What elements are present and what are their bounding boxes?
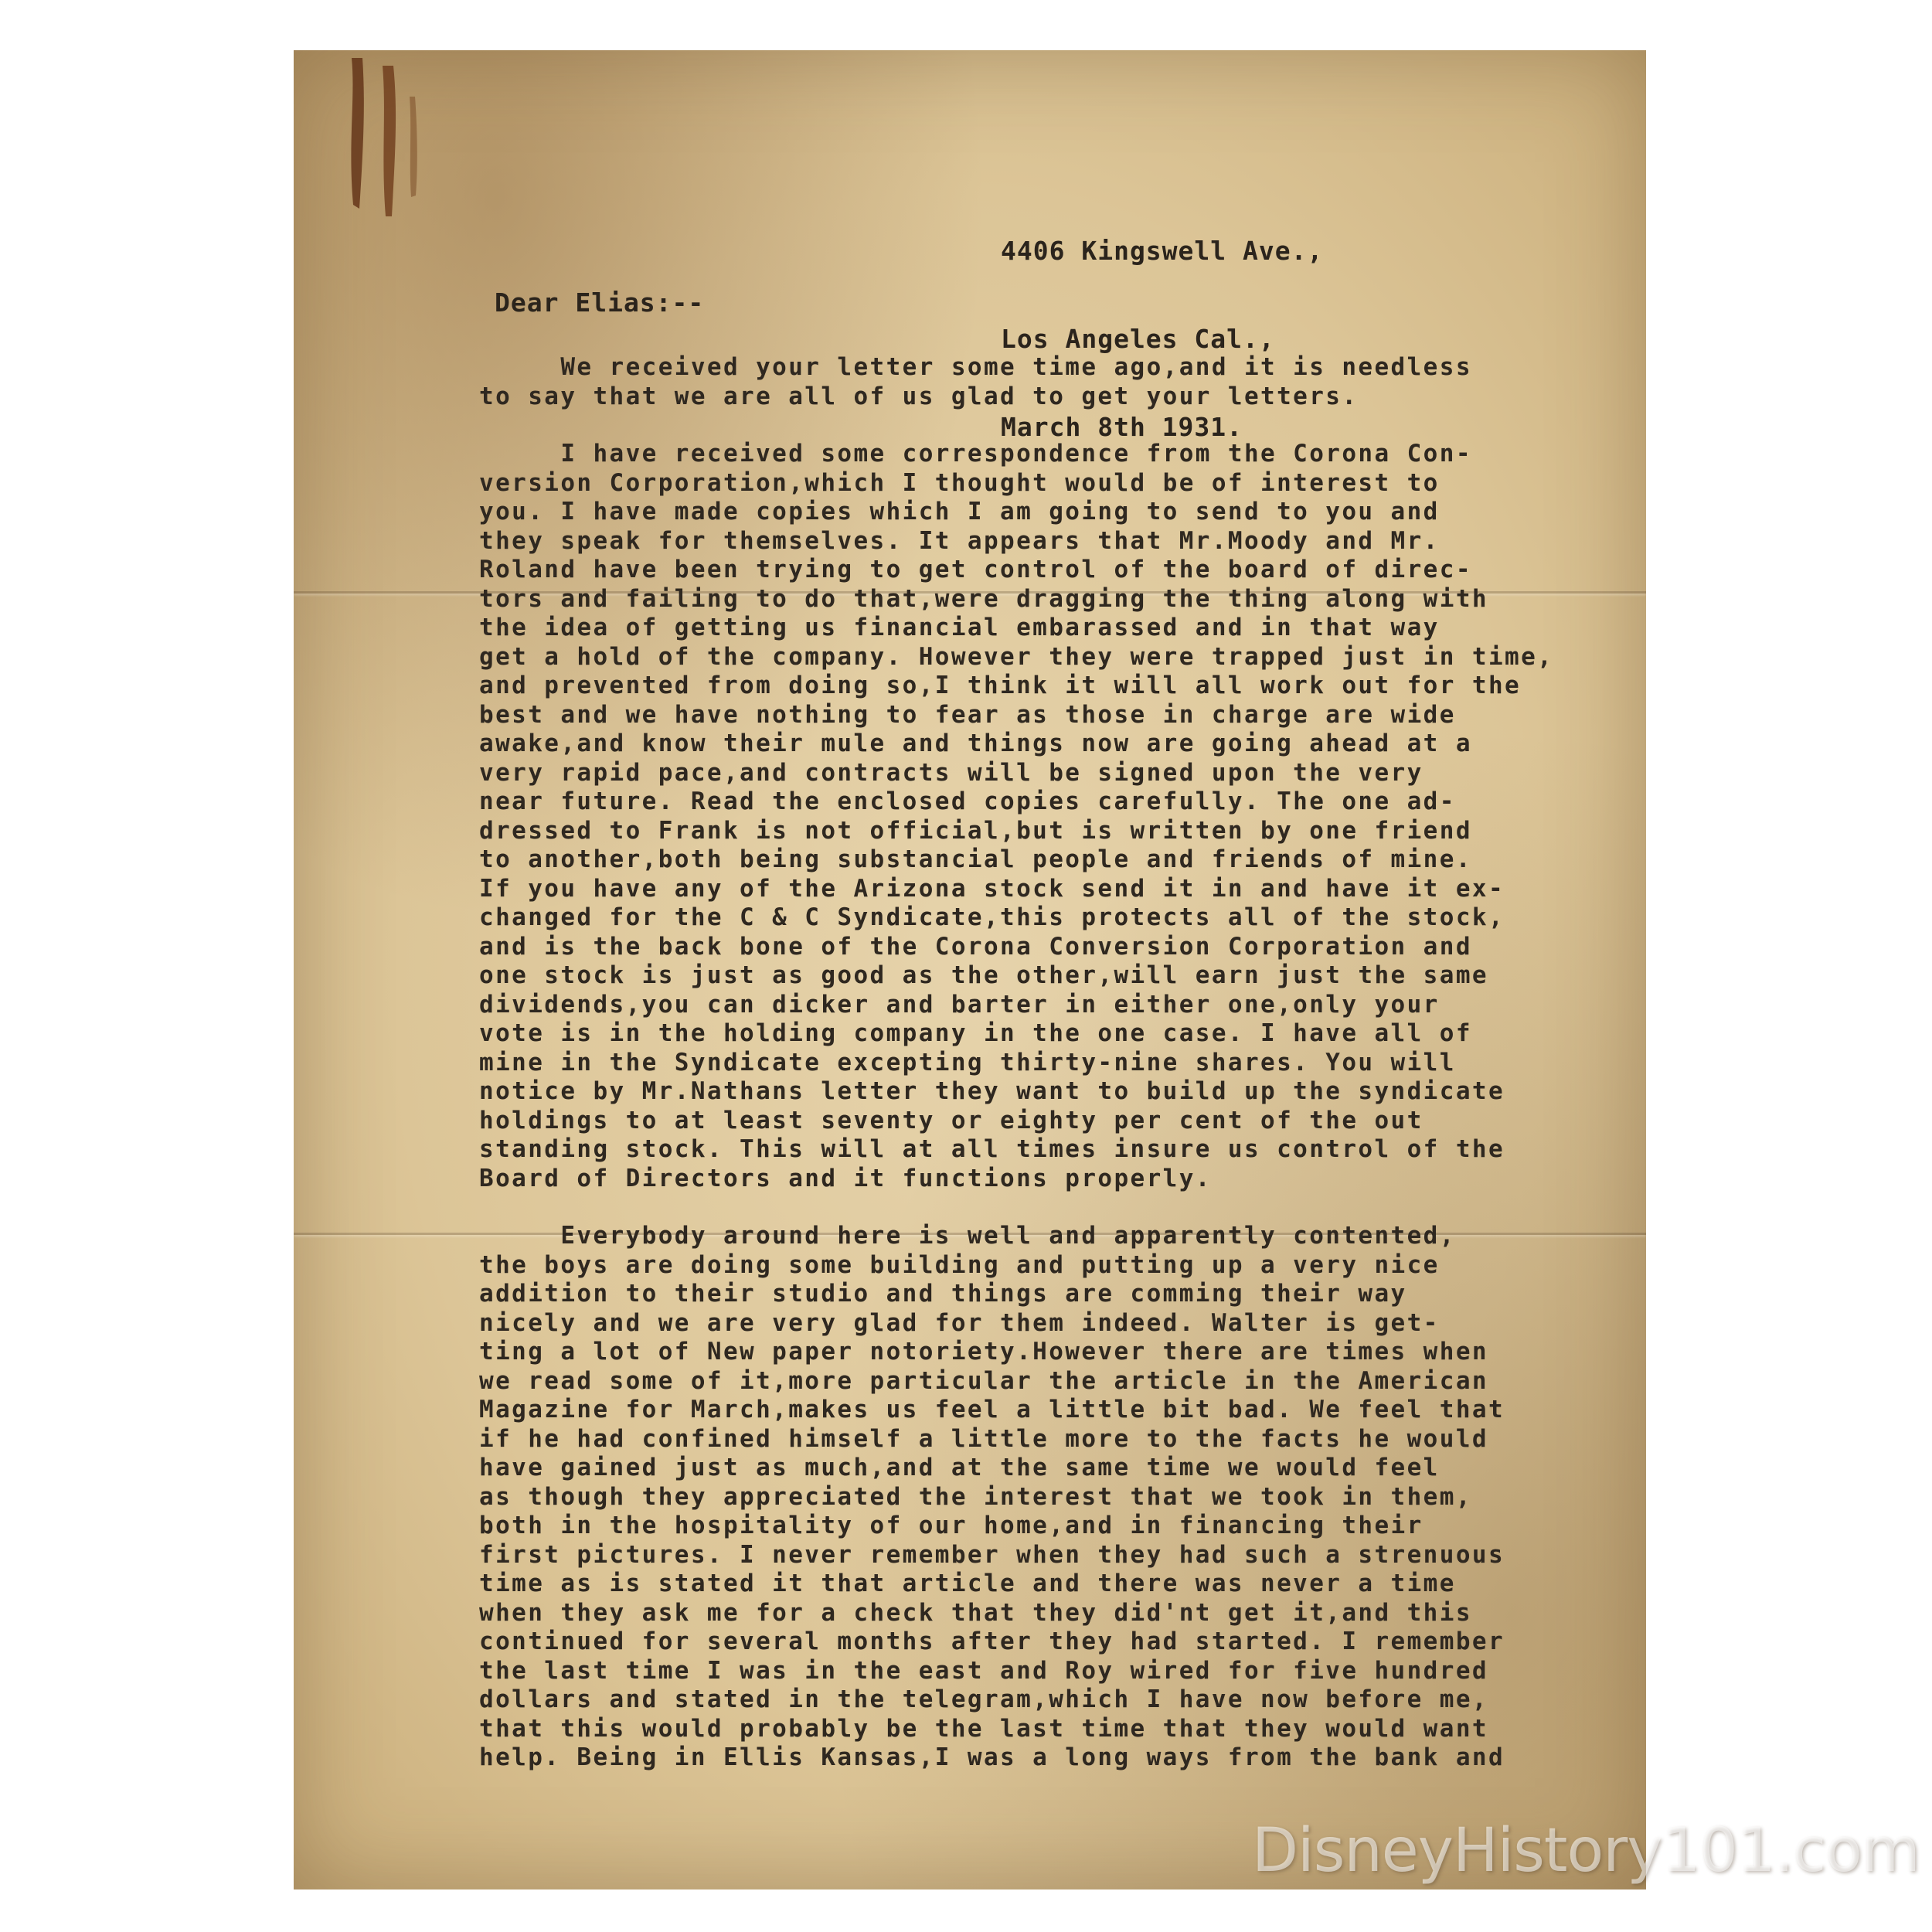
text-line: holdings to at least seventy or eighty per cent of the out [479, 1106, 1423, 1134]
text-line: to say that we are all of us glad to get your letters. [479, 382, 1359, 410]
text-line: one stock is just as good as the other,will earn just the same [479, 961, 1488, 989]
text-line: we read some of it,more particular the article in the American [479, 1366, 1488, 1395]
text-line: the boys are doing some building and putting up a very nice [479, 1250, 1440, 1279]
text-line: the last time I was in the east and Roy wired for five hundred [479, 1656, 1488, 1685]
text-line: nicely and we are very glad for them indeed. Walter is get- [479, 1308, 1440, 1337]
text-line: vote is in the holding company in the one case. I have all of [479, 1019, 1472, 1047]
text-line: near future. Read the enclosed copies carefully. The one ad- [479, 787, 1456, 815]
paragraph [479, 440, 1561, 1193]
text-line: dividends,you can dicker and barter in either one,only your [479, 990, 1440, 1019]
text-line: Everybody around here is well and apparently contented, [479, 1222, 1456, 1250]
text-line: addition to their studio and things are comming their way [479, 1280, 1407, 1308]
text-line: Board of Directors and it functions properly. [479, 1164, 1212, 1192]
text-line: Roland have been trying to get control of the board of direc- [479, 556, 1472, 583]
ink-stain-marks [336, 50, 429, 228]
salutation: Dear Elias:-- [495, 287, 705, 318]
text-line: they speak for themselves. It appears that Mr.Moody and Mr. [479, 526, 1440, 555]
text-line: Magazine for March,makes us feel a little bit bad. We feel that [479, 1396, 1505, 1423]
text-line: We received your letter some time ago,and it is needless [479, 353, 1472, 381]
text-line: awake,and know their mule and things now are going ahead at a [479, 730, 1472, 757]
text-line: very rapid pace,and contracts will be signed upon the very [479, 758, 1423, 787]
text-line: continued for several months after they had started. I remember [479, 1628, 1505, 1655]
text-line: that this would probably be the last time that they would want [479, 1714, 1488, 1743]
text-line: to another,both being substancial people and friends of mine. [479, 845, 1472, 873]
letter-date: March 8th 1931. [1001, 412, 1243, 442]
letter-body [479, 353, 1561, 1801]
text-line: time as is stated it that article and there was never a time [479, 1570, 1456, 1597]
text-line: standing stock. This will at all times insure us control of the [479, 1135, 1505, 1163]
text-line: get a hold of the company. However they were trapped just in time, [479, 642, 1554, 671]
paragraph [479, 1222, 1561, 1773]
text-line: I have received some correspondence from the Corona Con- [479, 440, 1472, 468]
text-line: first pictures. I never remember when they had such a strenuous [479, 1540, 1505, 1569]
text-line: If you have any of the Arizona stock send it in and have it ex- [479, 874, 1505, 903]
text-line: help. Being in Ellis Kansas,I was a long ways from the bank and [479, 1743, 1505, 1771]
site-watermark: DisneyHistory101.com [1252, 1816, 1920, 1886]
text-line: both in the hospitality of our home,and in financing their [479, 1512, 1423, 1539]
text-line: when they ask me for a check that they did'nt get it,and this [479, 1598, 1472, 1627]
address-line: Los Angeles Cal., [1001, 324, 1275, 354]
text-line: if he had confined himself a little more to the facts he would [479, 1424, 1488, 1453]
letter-photo [294, 50, 1920, 1889]
text-line: and is the back bone of the Corona Conversion Corporation and [479, 932, 1472, 961]
text-line: dressed to Frank is not official,but is written by one friend [479, 816, 1472, 845]
text-line: and prevented from doing so,I think it will all work out for the [479, 672, 1522, 699]
text-line: best and we have nothing to fear as those in charge are wide [479, 700, 1456, 729]
text-line: dollars and stated in the telegram,which I have now before me, [479, 1685, 1488, 1713]
text-line: changed for the C & C Syndicate,this protects all of the stock, [479, 903, 1505, 931]
address-line: 4406 Kingswell Ave., [1001, 236, 1324, 266]
text-line: the idea of getting us financial embarassed and in that way [479, 614, 1440, 641]
text-line: notice by Mr.Nathans letter they want to build up the syndicate [479, 1077, 1505, 1105]
text-line: mine in the Syndicate excepting thirty-nine shares. You will [479, 1048, 1456, 1077]
text-line: as though they appreciated the interest that we took in them, [479, 1482, 1472, 1511]
text-line: you. I have made copies which I am going to send to you and [479, 498, 1440, 526]
text-line: version Corporation,which I thought would be of interest to [479, 468, 1440, 497]
text-line: tors and failing to do that,were dragging the thing along with [479, 584, 1488, 613]
paragraph [479, 353, 1561, 411]
text-line: have gained just as much,and at the same time we would feel [479, 1454, 1440, 1481]
text-line: ting a lot of New paper notoriety.However there are times when [479, 1338, 1488, 1366]
